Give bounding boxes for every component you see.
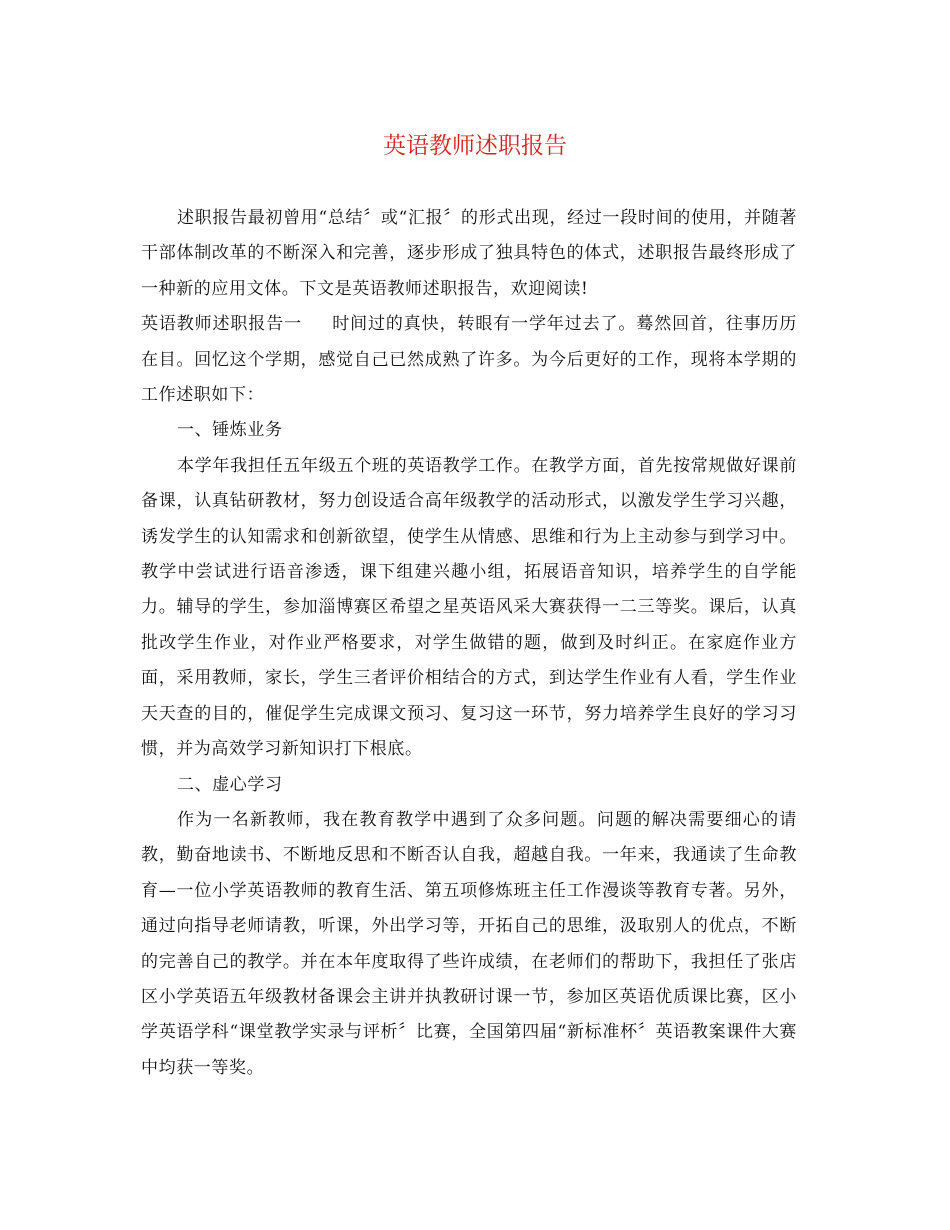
- section-2-paragraph: 作为一名新教师，我在教育教学中遇到了众多问题。问题的解决需要细心的请教，勤奋地读书、不断地反思和不断否认自我，超越自我。一年来，我通读了生命教育—一位小学英语教师的教育生活、第五项修炼班主任工作漫谈等教育专著。另外，通过向指导老师请教，听课，外出学习等，开拓自己的思维，汲取别人的优点，不断的完善自己的教学。并在本年度取得了些许成绩，在老师们的帮助下，我担任了张店区小学英语五年级教材备课会主讲并执教研讨课一节，参加区英语优质课比赛，区小学英语学科“课堂教学实录与评析〞比赛，全国第四届“新标准杯〞英语教案课件大赛中均获一等奖。: [141, 809, 797, 1078]
- section-heading-1: 一、锤炼业务: [177, 420, 283, 441]
- document-title: 英语教师述职报告: [383, 133, 567, 159]
- section-1-paragraph: 本学年我担任五年级五个班的英语教学工作。在教学方面，首先按常规做好课前备课，认真钻研教材，努力创设适合高年级教学的活动形式，以激发学生学习兴趣，诱发学生的认知需求和创新欲望，使学生从情感、思维和行为上主动参与到学习中。教学中尝试进行语音渗透，课下组建兴趣小组，拓展语音知识，培养学生的自学能力。辅导的学生，参加淄博赛区希望之星英语风采大赛获得一二三等奖。课后，认真批改学生作业，对作业严格要求，对学生做错的题，做到及时纠正。在家庭作业方面，采用教师，家长，学生三者评价相结合的方式，到达学生作业有人看，学生作业天天查的目的，催促学生完成课文预习、复习这一环节，努力培养学生良好的学习习惯，并为高效学习新知识打下根底。: [141, 455, 797, 760]
- report-opening-text: 时间过的真快，转眼有一学年过去了。蓦然回首，往事历历在目。回忆这个学期，感觉自己已然成熟了许多。为今后更好的工作，现将本学期的工作述职如下：: [141, 314, 797, 406]
- document-body: [141, 201, 797, 1086]
- intro-paragraph: 述职报告最初曾用“总结〞或“汇报〞的形式出现，经过一段时间的使用，并随著干部体制改革的不断深入和完善，逐步形成了独具特色的体式，述职报告最终形成了一种新的应用文体。下文是英语教师述职报告，欢迎阅读!: [141, 208, 797, 299]
- report-label: 英语教师述职报告一: [141, 314, 302, 335]
- report-opening-paragraph: [141, 307, 797, 413]
- section-heading-2: 二、虚心学习: [177, 774, 283, 795]
